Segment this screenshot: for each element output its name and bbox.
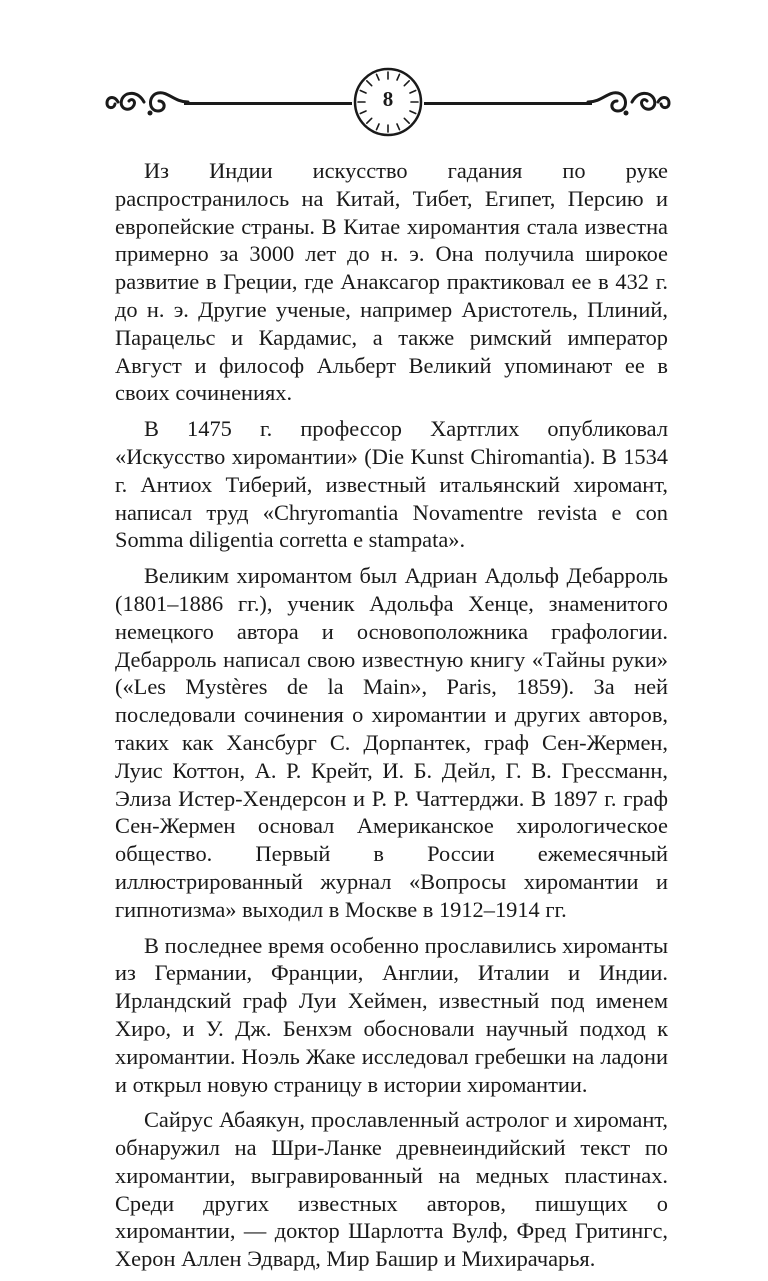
page-number: 8 xyxy=(382,87,394,111)
paragraph: Из Индии искусство гадания по руке распространилось на Китай, Тибет, Египет, Персию и европейские страны. В Китае хиромантия стала известна примерно за 3000 лет до н. э. Она получила широкое развитие в Греции, где Анаксагор практиковал ее в 432 г. до н. э. Другие ученые, например Аристотель, Плиний, Парацельс и Кардамис, а также римский император Август и философ Альберт Великий упоминают ее в своих сочинениях. xyxy=(115,158,668,406)
paragraph: Сайрус Абаякун, прославленный астролог и хиромант, обнаружил на Шри-Ланке древнеиндийский текст по хиромантии, выгравированный на медных пластинах. Среди других известных авторов, пишущих о хиромантии, — доктор Шарлотта Вулф, Фред Гритингс, Херон Аллен Эдвард, Мир Башир и Михирачарья. xyxy=(115,1107,668,1272)
flourish-ornament-right xyxy=(586,83,672,121)
page-header xyxy=(100,62,676,142)
paragraph: В последнее время особенно прославились хироманты из Германии, Франции, Англии, Италии и Индии. Ирландский граф Луи Хеймен, известный под именем Хиро, и У. Дж. Бенхэм обосновали научный подход к хиромантии. Ноэль Жаке исследовал гребешки на ладони и открыл новую страницу в истории хиромантии. xyxy=(115,932,668,1097)
flourish-ornament-left xyxy=(104,83,190,121)
page-body xyxy=(115,157,668,1281)
paragraph: Великим хиромантом был Адриан Адольф Дебарроль (1801–1886 гг.), ученик Адольфа Хенце, знаменитого немецкого автора и основоположника графологии. Дебарроль написал свою известную книгу «Тайны руки» («Les Mystères de la Main», Paris, 1859). За ней последовали сочинения о хиромантии и других авторов, таких как Хансбург С. Дорпантек, граф Сен-Жермен, Луис Коттон, А. Р. Крейт, И. Б. Дейл, Г. В. Грессманн, Элиза Истер-Хендерсон и Р. Р. Чаттерджи. В 1897 г. граф Сен-Жермен основал Американское хирологическое общество. Первый в России ежемесячный иллюстрированный журнал «Вопросы хиромантии и гипнотизма» выходил в Москве в 1912–1914 гг. xyxy=(115,563,668,922)
header-rule-right xyxy=(424,102,592,105)
paragraph: В 1475 г. профессор Хартглих опубликовал «Искусство хиромантии» (Die Kunst Chiromantia). В 1534 г. Антиох Тиберий, известный итальянский хиромант, написал труд «Chryromantia Novamentre revista e con Somma diligentia corretta e stampata». xyxy=(115,416,668,553)
header-rule-left xyxy=(184,102,352,105)
